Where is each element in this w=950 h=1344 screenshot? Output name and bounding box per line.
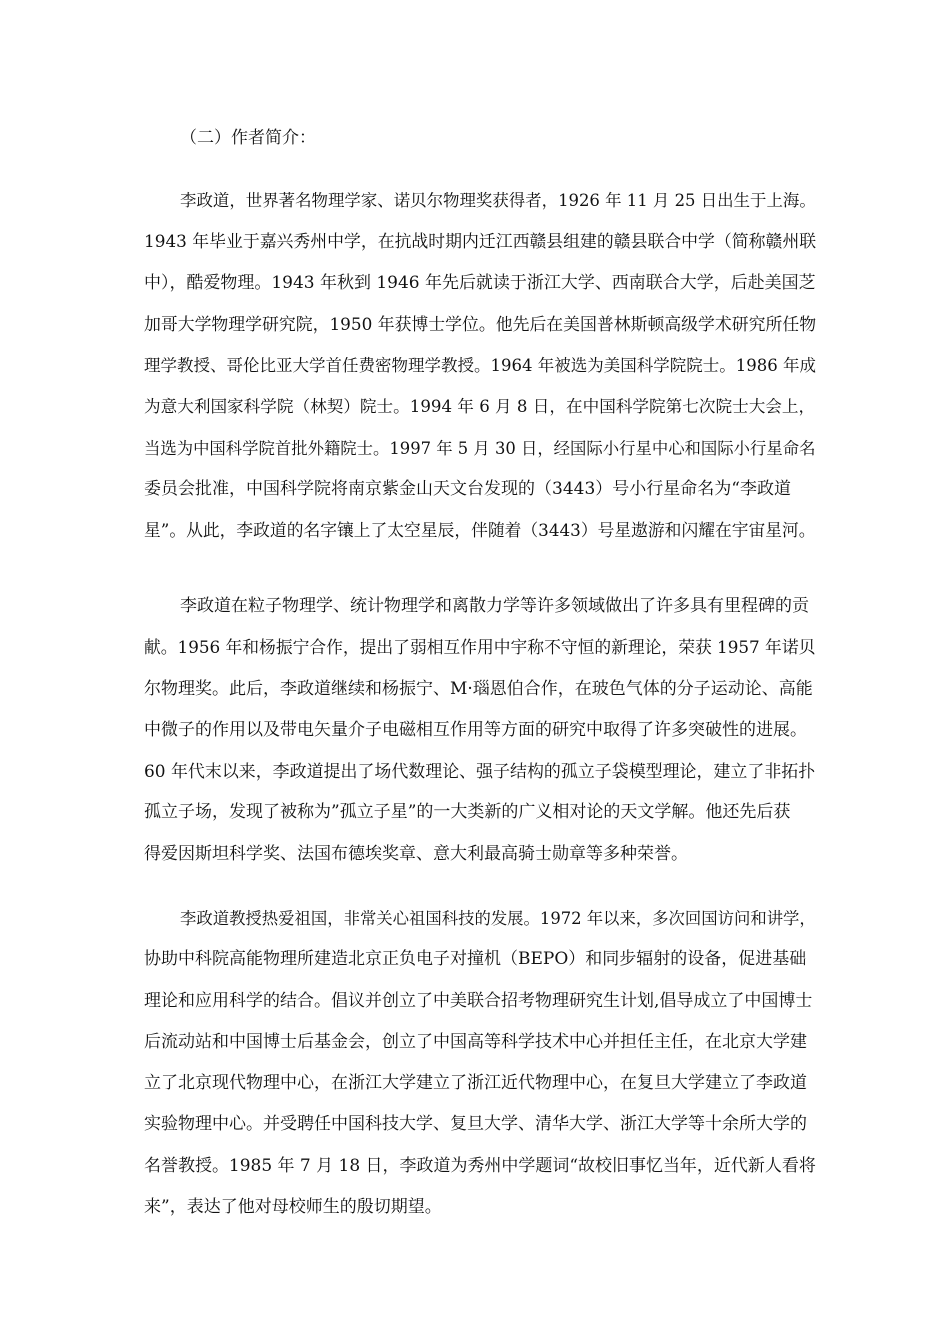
text-line: 理论和应用科学的结合。倡议并创立了中美联合招考物理研究生计划,倡导成立了中国博士 — [144, 990, 813, 1011]
paragraph-contributions — [144, 586, 816, 875]
text-line: 1943 年毕业于嘉兴秀州中学，在抗战时期内迁江西赣县组建的赣县联合中学（简称赣州联 — [144, 231, 817, 252]
text-line: 献。1956 年和杨振宁合作，提出了弱相互作用中宇称不守恒的新理论，荣获 1957 年诺贝 — [144, 637, 816, 658]
text-line: 尔物理奖。此后，李政道继续和杨振宁、M·瑙恩伯合作，在玻色气体的分子运动论、高能 — [144, 678, 813, 699]
text-line: 当选为中国科学院首批外籍院士。1997 年 5 月 30 日，经国际小行星中心和国际小行星命名 — [144, 438, 816, 458]
text-line: 星”。从此，李政道的名字镶上了太空星辰，伴随着（3443）号星遨游和闪耀在宇宙星河。 — [144, 520, 816, 541]
text-line: 孤立子场，发现了被称为”孤立子星”的一大类新的广义相对论的天文学解。他还先后获 — [144, 802, 791, 823]
text-line: 协助中科院高能物理所建造北京正负电子对撞机（BEPO）和同步辐射的设备，促进基础 — [144, 949, 807, 970]
text-line: 后流动站和中国博士后基金会，创立了中国高等科学技术中心并担任主任，在北京大学建 — [144, 1031, 807, 1052]
section-heading: （二）作者简介： — [180, 128, 316, 148]
text-line: 60 年代末以来，李政道提出了场代数理论、强子结构的孤立子袋模型理论，建立了非拓扑 — [144, 761, 816, 782]
text-line: 委员会批准，中国科学院将南京紫金山天文台发现的（3443）号小行星命名为“李政道 — [144, 479, 791, 500]
text-line: 李政道教授热爱祖国，非常关心祖国科技的发展。1972 年以来，多次回国访问和讲学， — [180, 909, 816, 928]
text-line: 中微子的作用以及带电矢量介子电磁相互作用等方面的研究中取得了许多突破性的进展。 — [144, 719, 807, 740]
text-line: 为意大利国家科学院（林契）院士。1994 年 6 月 8 日，在中国科学院第七次院士大会上， — [144, 397, 816, 417]
text-line: 加哥大学物理学研究院，1950 年获博士学位。他先后在美国普林斯顿高级学术研究所任物 — [144, 313, 817, 334]
text-line: 立了北京现代物理中心，在浙江大学建立了浙江近代物理中心，在复旦大学建立了李政道 — [144, 1073, 807, 1094]
text-line: 实验物理中心。并受聘任中国科技大学、复旦大学、清华大学、浙江大学等十余所大学的 — [144, 1114, 807, 1135]
paragraph-homeland — [144, 898, 816, 1228]
text-line: 理学教授、哥伦比亚大学首任费密物理学教授。1964 年被选为美国科学院院士。1986 年成 — [144, 356, 816, 376]
paragraph-biography — [144, 180, 816, 552]
text-line: 李政道在粒子物理学、统计物理学和离散力学等许多领域做出了许多具有里程碑的贡 — [180, 596, 809, 616]
text-line: 得爱因斯坦科学奖、法国布德埃奖章、意大利最高骑士勋章等多种荣誉。 — [144, 843, 688, 864]
text-line: 名誉教授。1985 年 7 月 18 日，李政道为秀州中学题词“故校旧事忆当年，近代新人看将 — [144, 1155, 816, 1176]
text-line: 李政道，世界著名物理学家、诺贝尔物理奖获得者，1926 年 11 月 25 日出生于上海。 — [180, 191, 816, 210]
text-line: 来”，表达了他对母校师生的殷切期望。 — [144, 1197, 442, 1218]
text-line: 中），酷爱物理。1943 年秋到 1946 年先后就读于浙江大学、西南联合大学，后赴美国芝 — [144, 272, 816, 293]
